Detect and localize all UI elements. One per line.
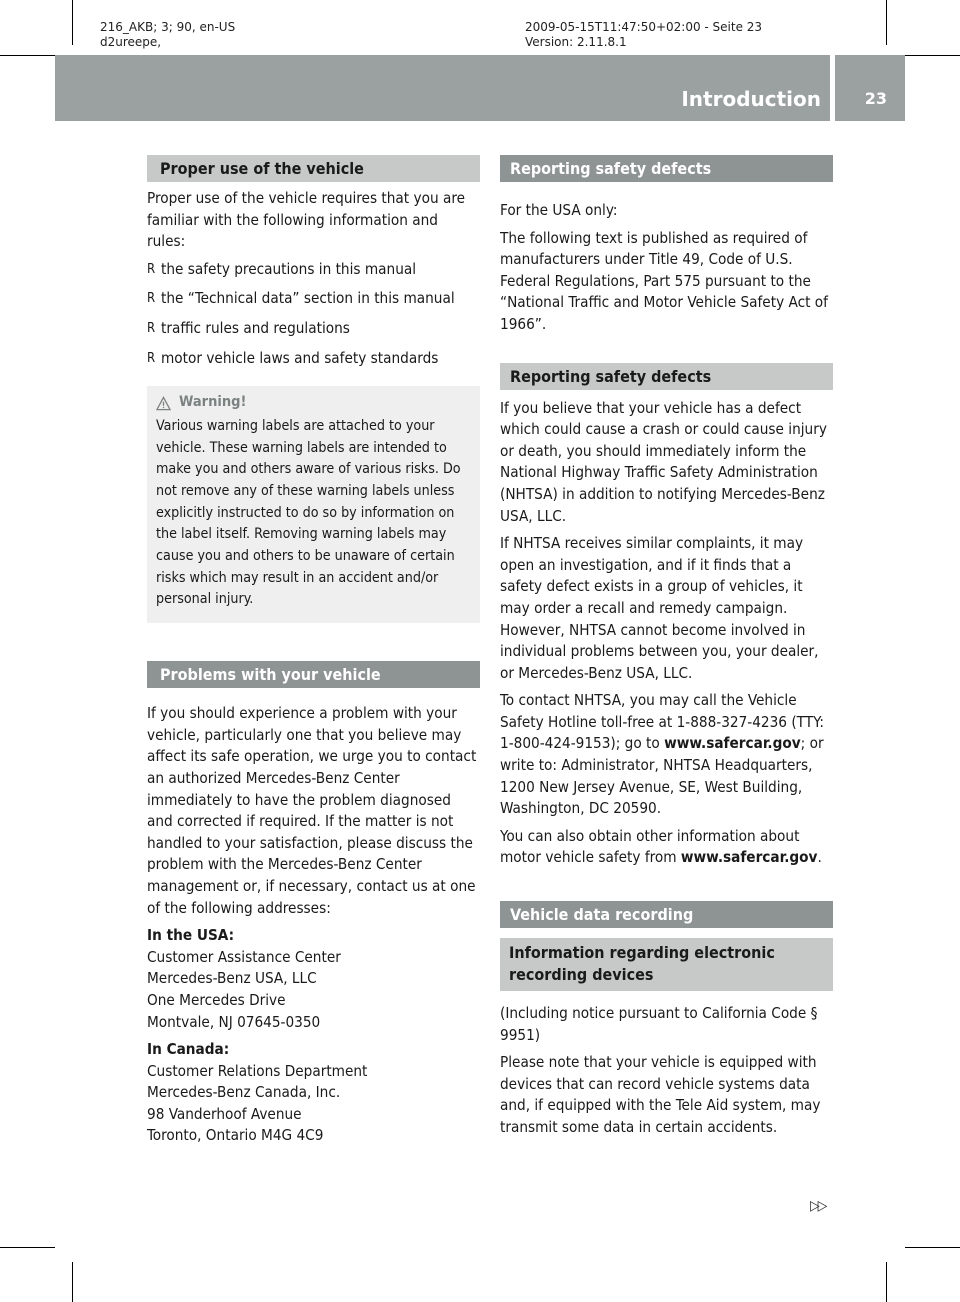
crop-mark [905, 55, 960, 56]
continue-arrows-icon: ▷▷ [810, 1198, 826, 1214]
text-run: ; or write to: Administrator, NHTSA Headquarters, 1200 New Jersey Avenue, SE, West Building, Washington, DC 20590. [500, 734, 824, 818]
address-line: Customer Assistance Center [147, 947, 341, 966]
paragraph: If NHTSA receives similar complaints, it may open an investigation, and if it finds that a safety defect exists in a group of vehicles, it may order a recall and remedy campaign. However, NHTSA cannot become involved in individual problems between you, your dealer, or Mercedes-Benz USA, LLC. [500, 534, 819, 682]
address-line: 98 Vanderhoof Avenue [147, 1104, 302, 1123]
paragraph: (Including notice pursuant to California Code § 9951) [500, 1004, 818, 1044]
warning-text: Various warning labels are attached to your vehicle. These warning labels are intended to make you and others aware of various risks. Do not remove any of these warning labels unless explicitly instructed to do so by information on the label itself. Removing warning labels may cause you and others to be unaware of certain risks which may result in an accident and/or personal injury. [156, 417, 461, 608]
address-line: Mercedes-Benz Canada, Inc. [147, 1083, 341, 1102]
section-heading-reporting-sub: Reporting safety defects [500, 363, 833, 390]
list-item: R the safety precautions in this manual [147, 259, 480, 281]
address-canada [147, 1039, 480, 1147]
section-heading-problems: Problems with your vehicle [147, 661, 480, 688]
chapter-title: Introduction [681, 87, 821, 111]
warning-triangle-icon [156, 396, 171, 411]
meta-line: 216_AKB; 3; 90, en-US [100, 20, 236, 34]
crop-mark [886, 1262, 887, 1302]
print-meta-left [100, 20, 235, 50]
address-line: Mercedes-Benz USA, LLC [147, 969, 317, 988]
list-item: R traffic rules and regulations [147, 318, 480, 340]
section-heading-proper-use: Proper use of the vehicle [147, 155, 480, 182]
page-number: 23 [864, 89, 887, 108]
paragraph: The following text is published as required of manufacturers under Title 49, Code of U.S. Federal Regulations, Part 575 pursuant to the “National Traffic and Motor Vehicle Safety Act of 1966”. [500, 228, 828, 333]
address-label: In Canada: [147, 1040, 230, 1059]
address-line: Montvale, NJ 07645-0350 [147, 1012, 321, 1031]
crop-mark [0, 55, 55, 56]
paragraph: If you should experience a problem with your vehicle, particularly one that you believe may affect its safe operation, we urge you to contact an authorized Mercedes-Benz Center immediately to have the problem diagnosed and corrected if required. If the matter is not handled to your satisfaction, please discuss the problem with the Mercedes-Benz Center management or, if necessary, contact us at one of the following addresses: [147, 704, 477, 917]
text-run: . [817, 848, 822, 867]
paragraph [500, 690, 833, 820]
paragraph: For the USA only: [500, 201, 618, 219]
subsection-heading-recording-devices: Information regarding electronic recording devices [500, 938, 833, 991]
right-column [500, 155, 833, 1145]
crop-mark [905, 1247, 960, 1248]
paragraph: If you believe that your vehicle has a defect which could cause a crash or could cause injury or death, you should immediately inform the National Highway Traffic Safety Administration (NHTSA) in addition to notifying Mercedes-Benz USA, LLC. [500, 398, 827, 525]
address-usa [147, 925, 480, 1033]
safercar-link[interactable]: www.safercar.gov [680, 848, 818, 867]
crop-mark [0, 1247, 55, 1248]
address-line: Toronto, Ontario M4G 4C9 [147, 1126, 324, 1145]
paragraph: Please note that your vehicle is equipped with devices that can record vehicle systems data and, if equipped with the Tele Aid system, may transmit some data in certain accidents. [500, 1053, 821, 1136]
crop-mark [72, 0, 73, 45]
page-header [55, 55, 905, 121]
section-heading-vehicle-data: Vehicle data recording [500, 901, 833, 928]
meta-line: 2009-05-15T11:47:50+02:00 - Seite 23 [525, 20, 763, 34]
left-column [147, 155, 480, 1153]
paragraph [500, 826, 833, 869]
paragraph: Proper use of the vehicle requires that you are familiar with the following information and rules: [147, 189, 466, 251]
meta-line: d2ureepe, [100, 35, 162, 49]
list-item: R the “Technical data” section in this manual [147, 288, 480, 310]
section-heading-reporting: Reporting safety defects [500, 155, 833, 182]
warning-title-text: Warning! [179, 394, 247, 411]
print-meta-right [525, 20, 762, 50]
crop-mark [72, 1262, 73, 1302]
warning-title [156, 392, 472, 414]
crop-mark [886, 0, 887, 45]
address-label: In the USA: [147, 926, 235, 945]
meta-line: Version: 2.11.8.1 [525, 35, 627, 49]
safercar-link[interactable]: www.safercar.gov [664, 734, 801, 753]
list-item: R motor vehicle laws and safety standards [147, 348, 480, 370]
address-line: One Mercedes Drive [147, 990, 286, 1009]
text-run: To contact NHTSA, you may call the Vehicle Safety Hotline toll-free at 1-888-327-4236 (TTY: 1-800-424-9153); go to [500, 691, 824, 753]
text-run: You can also obtain other information about motor vehicle safety from [500, 826, 800, 867]
warning-box [147, 386, 480, 623]
header-divider [830, 55, 835, 121]
address-line: Customer Relations Department [147, 1061, 368, 1080]
